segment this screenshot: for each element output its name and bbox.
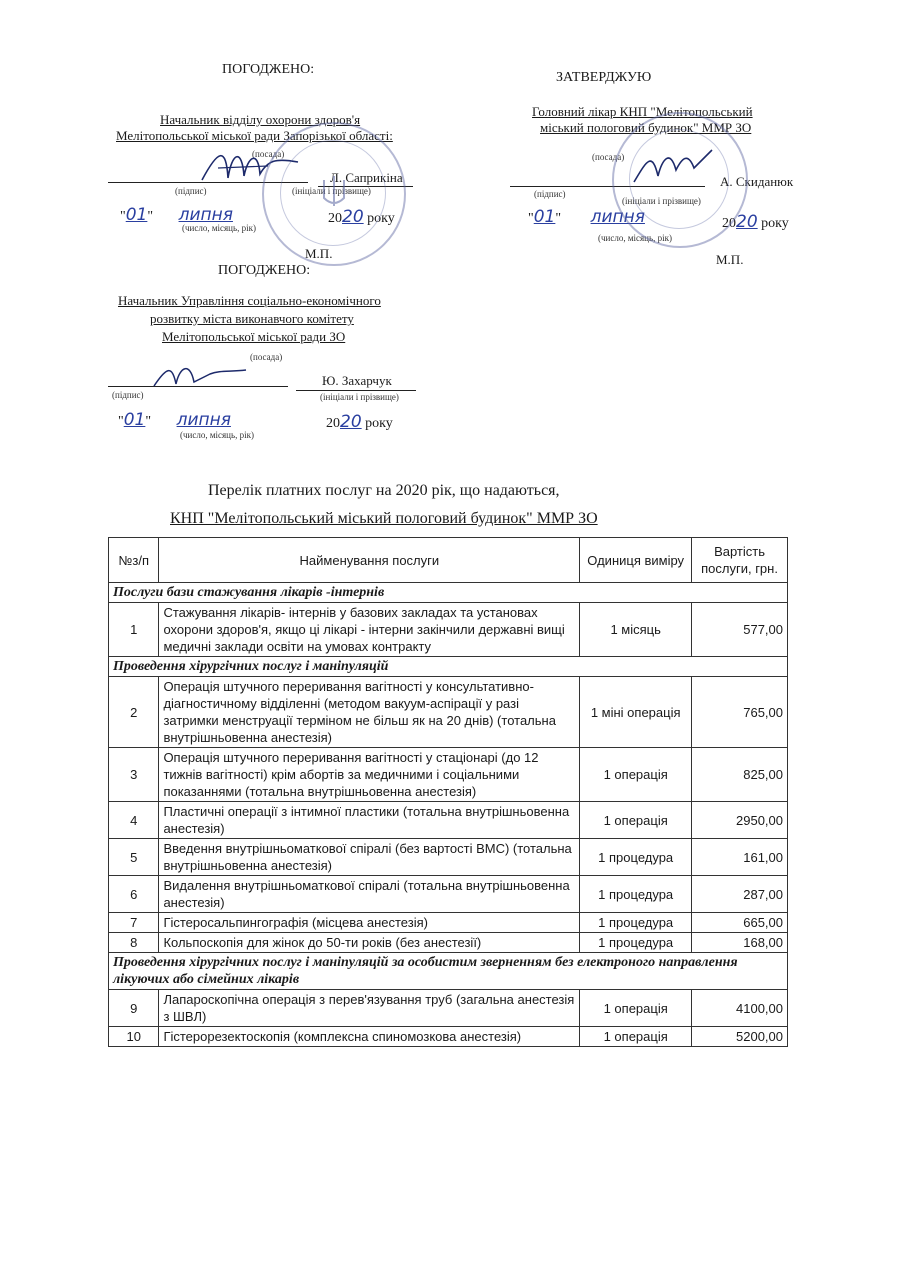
row-unit: 1 операція — [580, 802, 692, 839]
row-price: 2950,00 — [692, 802, 788, 839]
section-title-1: Послуги бази стажування лікарів -інтернів — [109, 583, 788, 603]
row-num: 4 — [109, 802, 159, 839]
second-signature-image — [150, 356, 250, 396]
section-row — [109, 583, 788, 603]
official-seal-left — [262, 122, 406, 266]
right-signer-name: А. Скиданюк — [720, 174, 794, 189]
right-initials-caption: (ініціали і прізвище) — [622, 196, 701, 206]
left-date-caption: (число, місяць, рік) — [182, 223, 256, 233]
row-name: Кольпоскопія для жінок до 50-ти років (без анестезії) — [159, 933, 580, 953]
second-position-line1: Начальник Управління соціально-економічного — [118, 293, 381, 308]
table-row — [109, 876, 788, 913]
second-posada-caption: (посада) — [250, 352, 283, 362]
row-name: Пластичні операції з інтимної пластики (тотальна внутрішньовенна анестезія) — [159, 802, 580, 839]
right-approval-title: ЗАТВЕРДЖУЮ — [556, 70, 652, 85]
row-unit: 1 операція — [580, 990, 692, 1027]
second-date-year: 2020 року — [326, 412, 393, 432]
row-price: 765,00 — [692, 677, 788, 748]
right-position-line2: міський пологовий будинок" ММР ЗО — [540, 120, 752, 135]
row-unit: 1 операція — [580, 1027, 692, 1047]
row-num: 2 — [109, 677, 159, 748]
row-unit: 1 процедура — [580, 876, 692, 913]
row-num: 5 — [109, 839, 159, 876]
row-unit: 1 процедура — [580, 913, 692, 933]
second-position-line3: Мелітопольської міської ради ЗО — [162, 329, 346, 344]
row-unit: 1 міні операція — [580, 677, 692, 748]
table-row — [109, 933, 788, 953]
row-name: Операція штучного переривання вагітності у стаціонарі (до 12 тижнів вагітності) крім абортів за медичними і соціальними показаннями (тотальна внутрішньовенна анестезія) — [159, 748, 580, 802]
left-date-day: 01 — [125, 205, 148, 225]
table-row — [109, 748, 788, 802]
right-seal-label: М.П. — [716, 252, 744, 267]
second-approval-title: ПОГОДЖЕНО: — [218, 263, 311, 278]
row-price: 665,00 — [692, 913, 788, 933]
row-name: Видалення внутрішньоматкової спіралі (тотальна внутрішньовенна анестезія) — [159, 876, 580, 913]
header-price: Вартість послуги, грн. — [692, 538, 788, 583]
second-initials-caption: (ініціали і прізвище) — [320, 392, 399, 402]
row-name: Операція штучного переривання вагітності у консультативно- діагностичному відділенні (методом вакуум-аспірації у разі затримки менструації терміном не більш як на 20 днів) (тотальна внутрішньовенна анестезія) — [159, 677, 580, 748]
header-name: Найменування послуги — [159, 538, 580, 583]
left-approval-title: ПОГОДЖЕНО: — [222, 62, 315, 77]
left-date: "01" липня — [120, 205, 233, 225]
second-position-line2: розвитку міста виконавчого комітету — [150, 311, 354, 326]
second-date-day: 01 — [123, 410, 146, 430]
left-posada-caption: (посада) — [252, 149, 285, 159]
row-price: 287,00 — [692, 876, 788, 913]
section-row — [109, 953, 788, 990]
header-num: №з/п — [109, 538, 159, 583]
row-price: 168,00 — [692, 933, 788, 953]
second-date: "01" липня — [118, 410, 231, 430]
left-position-line2: Мелітопольської міської ради Запорізької області: — [116, 128, 393, 143]
left-signer-name: Л. Саприкіна — [330, 170, 403, 185]
right-date: "01" липня — [528, 207, 645, 227]
services-price-table — [108, 537, 788, 1047]
left-seal-label: М.П. — [305, 246, 333, 261]
left-date-year: 2020 року — [328, 207, 395, 227]
second-name-line — [296, 390, 416, 391]
row-num: 1 — [109, 603, 159, 657]
table-row — [109, 802, 788, 839]
row-price: 161,00 — [692, 839, 788, 876]
right-date-year: 2020 року — [722, 212, 789, 232]
right-date-month: липня — [590, 207, 645, 227]
section-row — [109, 657, 788, 677]
row-num: 6 — [109, 876, 159, 913]
row-unit: 1 місяць — [580, 603, 692, 657]
second-date-caption: (число, місяць, рік) — [180, 430, 254, 440]
row-price: 5200,00 — [692, 1027, 788, 1047]
row-unit: 1 операція — [580, 748, 692, 802]
left-initials-caption: (ініціали і прізвище) — [292, 186, 371, 196]
row-price: 825,00 — [692, 748, 788, 802]
second-signer-name: Ю. Захарчук — [322, 373, 392, 388]
document-title-line1: Перелік платних послуг на 2020 рік, що надаються, — [208, 482, 560, 499]
right-date-caption: (число, місяць, рік) — [598, 233, 672, 243]
row-num: 10 — [109, 1027, 159, 1047]
row-price: 4100,00 — [692, 990, 788, 1027]
row-name: Гістерорезектоскопія (комплексна спиномозкова анестезія) — [159, 1027, 580, 1047]
table-row — [109, 677, 788, 748]
table-row — [109, 1027, 788, 1047]
row-num: 7 — [109, 913, 159, 933]
row-price: 577,00 — [692, 603, 788, 657]
document-title-line2: КНП "Мелітопольський міський пологовий будинок" ММР ЗО — [170, 510, 598, 527]
row-num: 3 — [109, 748, 159, 802]
right-signature-caption: (підпис) — [534, 189, 566, 199]
row-name: Лапароскопічна операція з перев'язування труб (загальна анестезія з ШВЛ) — [159, 990, 580, 1027]
table-row — [109, 603, 788, 657]
row-num: 8 — [109, 933, 159, 953]
table-header-row — [109, 538, 788, 583]
right-position-line1: Головний лікар КНП "Мелітопольський — [532, 104, 753, 119]
section-title-2: Проведення хірургічних послуг і маніпуляцій — [109, 657, 788, 677]
row-name: Введення внутрішньоматкової спіралі (без вартості ВМС) (тотальна внутрішньовенна анестезія) — [159, 839, 580, 876]
right-posada-caption: (посада) — [592, 152, 625, 162]
second-signature-caption: (підпис) — [112, 390, 144, 400]
left-position-line1: Начальник відділу охорони здоров'я — [160, 112, 361, 127]
right-date-day: 01 — [533, 207, 556, 227]
header-unit: Одиниця виміру — [580, 538, 692, 583]
table-row — [109, 839, 788, 876]
left-date-month: липня — [178, 205, 233, 225]
official-seal-right — [612, 112, 748, 248]
table-row — [109, 990, 788, 1027]
second-date-month: липня — [176, 410, 231, 430]
section-title-3: Проведення хірургічних послуг і маніпуляцій за особистим зверненням без електроного направлення лікуючих або сімейних лікарів — [109, 953, 788, 990]
table-row — [109, 913, 788, 933]
row-unit: 1 процедура — [580, 839, 692, 876]
row-name: Стажування лікарів- інтернів у базових закладах та установах охорони здоров'я, якщо ці лікарі - інтерни закінчили державні вищі медичні заклади освіти на умовах контракту — [159, 603, 580, 657]
row-unit: 1 процедура — [580, 933, 692, 953]
left-signature-caption: (підпис) — [175, 186, 207, 196]
trident-emblem-icon — [320, 172, 348, 212]
row-name: Гістеросальпингографія (місцева анестезія) — [159, 913, 580, 933]
row-num: 9 — [109, 990, 159, 1027]
